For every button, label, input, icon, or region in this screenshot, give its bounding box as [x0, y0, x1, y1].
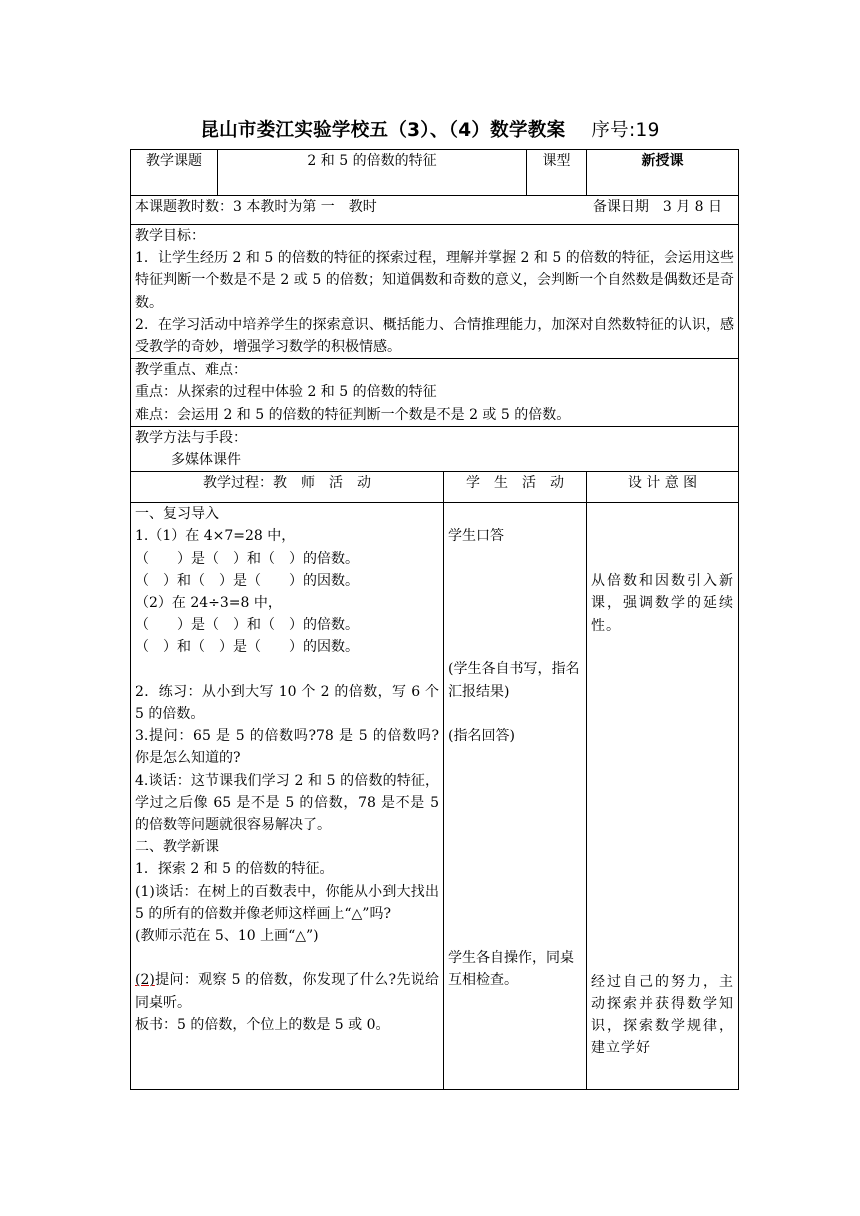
design-line: 经过自己的努力，主动探索并获得数学知识，探索数学规律，建立学好 [591, 973, 735, 1057]
teacher-line-text: 提问：观察 5 的倍数，你发现了什么?先说给同桌听。 [135, 972, 439, 1011]
time-row [131, 196, 739, 225]
objective-item-1: 1．让学生经历 2 和 5 的倍数的特征的探索过程，理解并掌握 2 和 5 的倍数的特征，会运用这些特征判断一个数是不是 2 或 5 的倍数；知道偶数和奇数的意义，会判断一个自然数是偶数还是奇数。 [135, 250, 735, 311]
teacher-activity-header: 教学过程：教 师 活 动 [131, 472, 444, 503]
design-intent-header: 设 计 意 图 [587, 472, 739, 503]
design-line: 从倍数和因数引入新课，强调数学的延续性。 [591, 573, 735, 634]
prep-date-text: 备课日期 3 月 8 日 [592, 199, 723, 215]
methods-value: 多媒体课件 [171, 452, 241, 469]
objectives-row [131, 225, 739, 359]
teacher-line: （ ）和（ ）是（ ）的因数。 [135, 572, 359, 589]
teacher-line [135, 969, 439, 1013]
student-line: 学生各自操作，同桌互相检查。 [448, 950, 574, 989]
document-title [0, 116, 860, 142]
type-label: 课型 [527, 150, 587, 196]
teacher-line: (1)谈话：在树上的百数表中，你能从小到大找出 5 的所有的倍数并像老师这样画上“△”吗? [135, 883, 439, 922]
teacher-activity-cell [131, 503, 444, 1090]
objectives-cell [131, 225, 739, 359]
header-row [131, 150, 739, 196]
periods-text: 本课题教时数：3 本教时为第 一 教时 [135, 199, 377, 215]
process-header-row [131, 472, 739, 503]
process-body-row [131, 503, 739, 1090]
student-line: 学生口答 [448, 528, 504, 545]
type-value: 新授课 [587, 150, 739, 196]
teacher-line: （ ）和（ ）是（ ）的因数。 [135, 639, 359, 656]
teacher-line: （2）在 24÷3=8 中， [135, 595, 282, 612]
design-intent-cell [587, 503, 739, 1090]
methods-heading: 教学方法与手段： [135, 429, 247, 446]
teacher-line: 2．练习：从小到大写 10 个 2 的倍数，写 6 个 5 的倍数。 [135, 683, 439, 723]
teacher-line: （ ）是（ ）和（ ）的倍数。 [135, 550, 359, 567]
methods-cell [131, 426, 739, 471]
teacher-line: 4.谈话：这节课我们学习 2 和 5 的倍数的特征，学过之后像 65 是不是 5 的倍数，78 是不是 5 的倍数等问题就很容易解决了。 [135, 772, 439, 834]
difficult-point: 难点：会运用 2 和 5 的倍数的特征判断一个数是不是 2 或 5 的倍数。 [135, 406, 571, 423]
key-points-row [131, 359, 739, 427]
student-line: (学生各自书写，指名汇报结果) [448, 661, 580, 700]
serial-number: 序号:19 [591, 120, 660, 141]
time-cell [131, 196, 739, 225]
student-activity-header: 学 生 活 动 [444, 472, 587, 503]
methods-row [131, 426, 739, 471]
teacher-line: 3.提问：65 是 5 的倍数吗?78 是 5 的倍数吗?你是怎么知道的? [135, 728, 439, 767]
key-point: 重点：从探索的过程中体验 2 和 5 的倍数的特征 [135, 384, 437, 401]
student-line: (指名回答) [448, 727, 515, 744]
title-text: 昆山市娄江实验学校五（3）、（4）数学教案 [200, 120, 566, 141]
objective-item-2: 2．在学习活动中培养学生的探索意识、概括能力、合情推理能力，加深对自然数特征的认识，感受教学的奇妙，增强学习数学的积极情感。 [135, 316, 735, 356]
key-points-cell [131, 359, 739, 427]
teacher-line: 二、教学新课 [135, 839, 219, 856]
teacher-line: 一、复习导入 [135, 506, 219, 523]
lesson-plan-table [130, 149, 739, 1090]
teacher-line: 板书：5 的倍数，个位上的数是 5 或 0。 [135, 1016, 390, 1033]
topic-value: 2 和 5 的倍数的特征 [218, 150, 527, 196]
teacher-line: (教师示范在 5、10 上画“△”) [135, 928, 319, 945]
teacher-line: 1．探索 2 和 5 的倍数的特征。 [135, 861, 334, 878]
teacher-line-number: (2) [135, 972, 155, 989]
objectives-heading: 教学目标： [135, 228, 205, 244]
topic-label: 教学课题 [131, 150, 218, 196]
key-points-heading: 教学重点、难点： [135, 362, 247, 379]
student-activity-cell [444, 503, 587, 1090]
teacher-line: （ ）是（ ）和（ ）的倍数。 [135, 617, 359, 634]
teacher-line: 1.（1）在 4×7=28 中， [135, 528, 296, 545]
